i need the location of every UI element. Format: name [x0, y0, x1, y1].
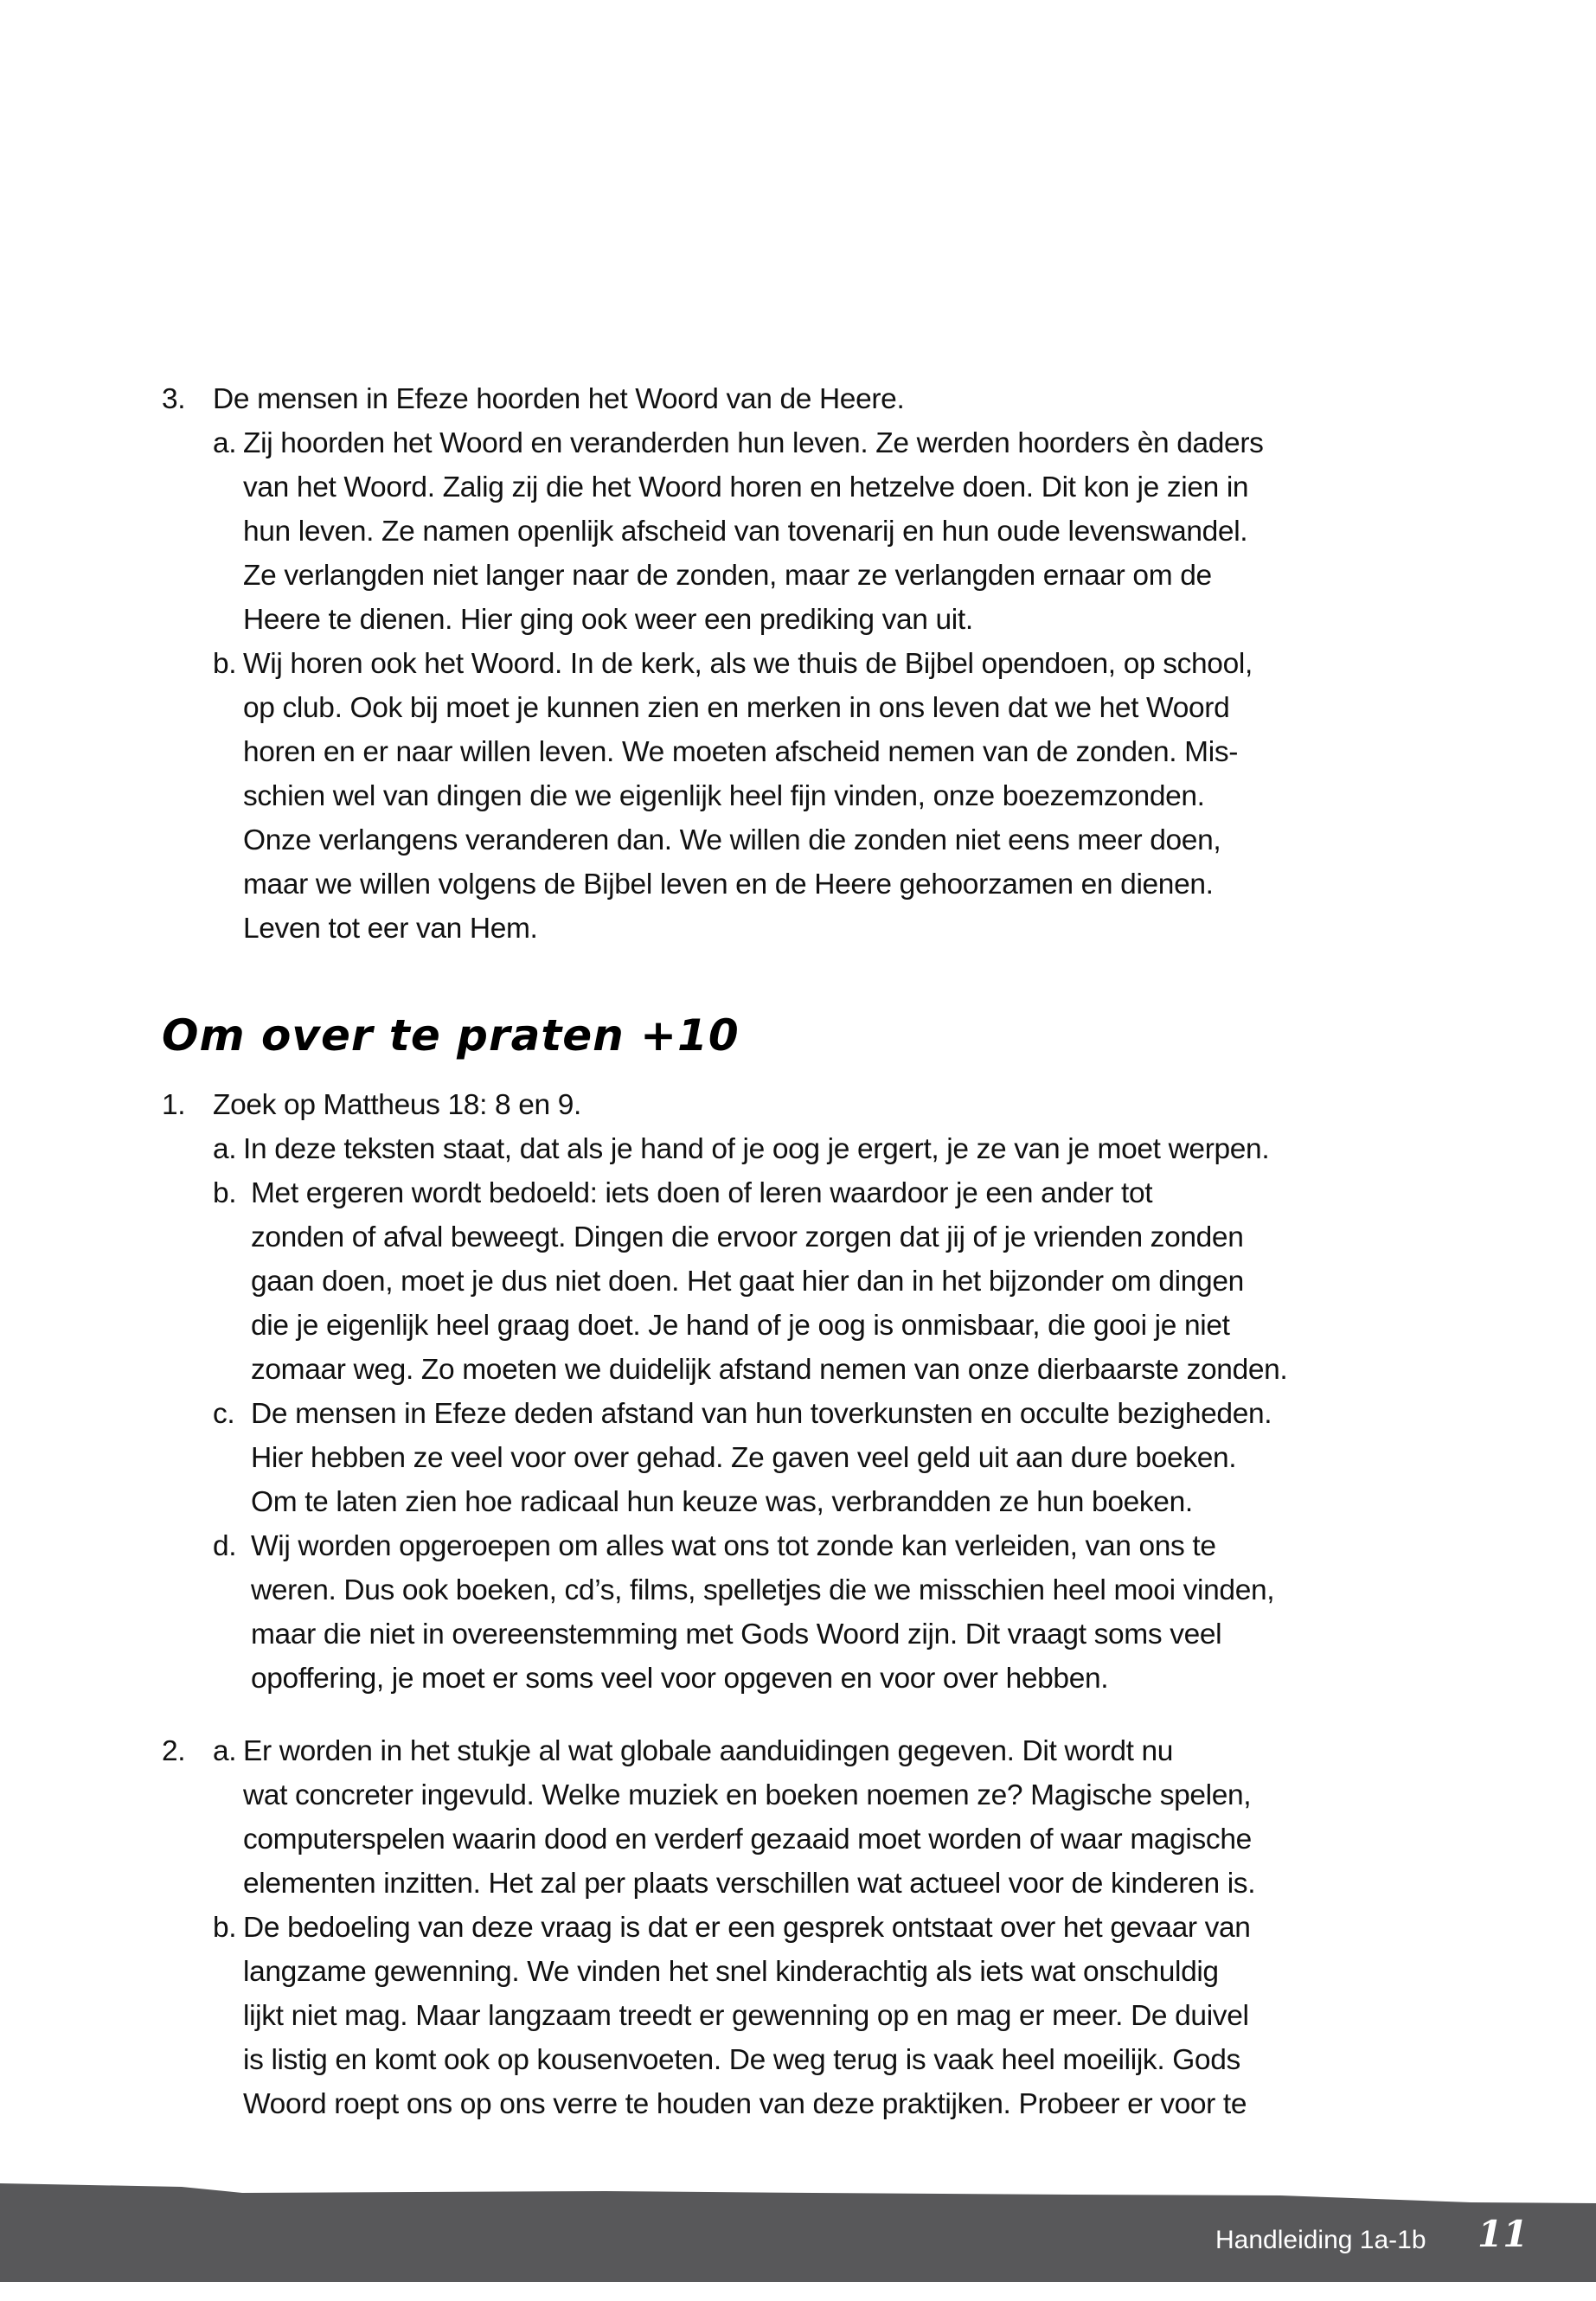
- sub-item-label: d.: [213, 1530, 237, 1562]
- sub-item-1d: [162, 1524, 1459, 1701]
- discussion-item-2: [162, 1729, 1459, 2126]
- sub-item-2a: [162, 1729, 1459, 1906]
- text-line: Heere te dienen. Hier ging ook weer een prediking van uit.: [243, 604, 973, 636]
- list-item-1-intro: [162, 1083, 1459, 1127]
- text-line: Leven tot eer van Hem.: [243, 913, 538, 945]
- text-line: Om te laten zien hoe radicaal hun keuze was, verbrandden ze hun boeken.: [251, 1486, 1193, 1518]
- sub-item-label: c.: [213, 1398, 235, 1430]
- text-line: gaan doen, moet je dus niet doen. Het gaat hier dan in het bijzonder om dingen: [251, 1266, 1244, 1298]
- section-3: [162, 377, 1459, 951]
- text-line: zomaar weg. Zo moeten we duidelijk afstand nemen van onze dierbaarste zonden.: [251, 1354, 1288, 1386]
- text-line: elementen inzitten. Het zal per plaats verschillen wat actueel voor de kinderen is.: [243, 1868, 1256, 1900]
- text-line: die je eigenlijk heel graag doet. Je hand of je oog is onmisbaar, die gooi je niet: [251, 1310, 1230, 1342]
- list-item-3-intro: [162, 377, 1459, 421]
- text-line: maar we willen volgens de Bijbel leven en de Heere gehoorzamen en dienen.: [243, 868, 1214, 901]
- discussion-item-1: [162, 1083, 1459, 1701]
- text-line: lijkt niet mag. Maar langzaam treedt er gewenning op en mag er meer. De duivel: [243, 2000, 1249, 2032]
- page-number: 11: [1477, 2213, 1529, 2255]
- text-line: weren. Dus ook boeken, cd’s, films, spelletjes die we misschien heel mooi vinden,: [251, 1574, 1275, 1606]
- sub-item-3b: [162, 642, 1459, 951]
- text-line: opoffering, je moet er soms veel voor opgeven en voor over hebben.: [251, 1663, 1109, 1695]
- footer-manual-label: Handleiding 1a-1b: [1215, 2226, 1426, 2254]
- text-line: Wij horen ook het Woord. In de kerk, als we thuis de Bijbel opendoen, op school,: [243, 648, 1253, 680]
- sub-item-label: a.: [213, 1133, 237, 1165]
- text-line: horen en er naar willen leven. We moeten afscheid nemen van de zonden. Mis-: [243, 736, 1239, 768]
- item-text: De mensen in Efeze hoorden het Woord van de Heere.: [213, 383, 905, 415]
- sub-item-3a: [162, 421, 1459, 642]
- text-line: is listig en komt ook op kousenvoeten. De weg terug is vaak heel moeilijk. Gods: [243, 2044, 1240, 2076]
- text-line: schien wel van dingen die we eigenlijk heel fijn vinden, onze boezemzonden.: [243, 780, 1205, 812]
- text-line: langzame gewenning. We vinden het snel kinderachtig als iets wat onschuldig: [243, 1956, 1219, 1988]
- text-line: hun leven. Ze namen openlijk afscheid van tovenarij en hun oude levenswandel.: [243, 516, 1248, 548]
- text-line: maar die niet in overeenstemming met Gods Woord zijn. Dit vraagt soms veel: [251, 1618, 1222, 1650]
- sub-item-label: a.: [213, 427, 237, 459]
- sub-item-1a: [162, 1127, 1459, 1171]
- list-number: 1.: [162, 1089, 186, 1121]
- list-number: 3.: [162, 383, 186, 415]
- text-line: De bedoeling van deze vraag is dat er een gesprek ontstaat over het gevaar van: [243, 1912, 1251, 1944]
- sub-item-label: b.: [213, 1177, 237, 1209]
- text-line: zonden of afval beweegt. Dingen die ervoor zorgen dat jij of je vrienden zonden: [251, 1221, 1244, 1253]
- text-line: Met ergeren wordt bedoeld: iets doen of leren waardoor je een ander tot: [251, 1177, 1153, 1209]
- sub-item-label: b.: [213, 648, 237, 680]
- text-line: Er worden in het stukje al wat globale aanduidingen gegeven. Dit wordt nu: [243, 1735, 1174, 1767]
- text-line: op club. Ook bij moet je kunnen zien en merken in ons leven dat we het Woord: [243, 692, 1230, 724]
- text-line: De mensen in Efeze deden afstand van hun toverkunsten en occulte bezigheden.: [251, 1398, 1272, 1430]
- text-line: Ze verlangden niet langer naar de zonden, maar ze verlangden ernaar om de: [243, 560, 1212, 592]
- sub-item-1b: [162, 1171, 1459, 1392]
- list-number: 2.: [162, 1735, 186, 1767]
- text-line: Zij hoorden het Woord en veranderden hun leven. Ze werden hoorders èn daders: [243, 427, 1264, 459]
- text-line: Hier hebben ze veel voor over gehad. Ze gaven veel geld uit aan dure boeken.: [251, 1442, 1237, 1474]
- sub-item-2b: [162, 1906, 1459, 2126]
- text-line: computerspelen waarin dood en verderf gezaaid moet worden of waar magische: [243, 1823, 1252, 1856]
- text-line: In deze teksten staat, dat als je hand of je oog je ergert, je ze van je moet werpen.: [243, 1133, 1270, 1165]
- text-line: Wij worden opgeroepen om alles wat ons tot zonde kan verleiden, van ons te: [251, 1530, 1216, 1562]
- text-line: wat concreter ingevuld. Welke muziek en boeken noemen ze? Magische spelen,: [243, 1779, 1252, 1811]
- sub-item-1c: [162, 1392, 1459, 1524]
- sub-item-label: a.: [213, 1735, 237, 1767]
- sub-item-label: b.: [213, 1912, 237, 1944]
- item-text: Zoek op Mattheus 18: 8 en 9.: [213, 1089, 581, 1121]
- text-line: Onze verlangens veranderen dan. We willen die zonden niet eens meer doen,: [243, 824, 1221, 856]
- text-line: van het Woord. Zalig zij die het Woord horen en hetzelve doen. Dit kon je zien in: [243, 471, 1249, 503]
- text-line: Woord roept ons op ons verre te houden van deze praktijken. Probeer er voor te: [243, 2088, 1247, 2120]
- section-heading: Om over te praten +10: [162, 1010, 740, 1061]
